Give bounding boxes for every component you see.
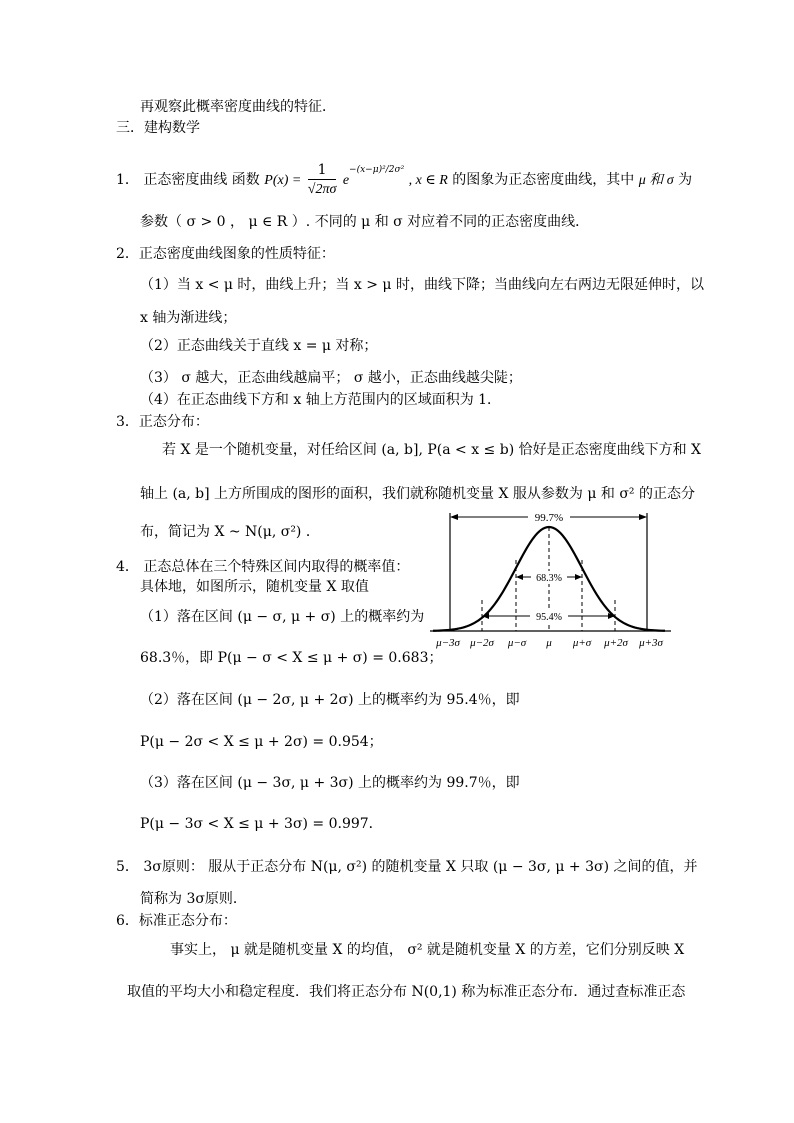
text-line-5: 2．正态密度曲线图象的性质特征： <box>116 246 335 262</box>
text-line-11: 3．正态分布： <box>116 414 209 430</box>
text-line-20: P(μ − 2σ < X ≤ μ + 2σ) = 0.954； <box>140 734 383 750</box>
text-line-26: 事实上， μ 就是随机变量 X 的均值， σ² 就是随机变量 X 的方差，它们分别反映 X <box>170 942 685 958</box>
formula-base: e <box>342 173 350 188</box>
formula-tail: , x ∈ R <box>408 173 448 188</box>
formula-intro: 1． 正态密度曲线 函数 <box>116 172 260 188</box>
text-line-16: 具体地，如图所示，随机变量 X 取值 <box>140 579 369 595</box>
formula-exponent: −(x−μ)²/2σ² <box>349 165 405 175</box>
tick-p3: μ+3σ <box>639 637 663 649</box>
text-line-4: 参数（ σ > 0 ， μ ∈ R ）. 不同的 μ 和 σ 对应着不同的正态密度曲线． <box>140 214 590 230</box>
tick-p2: μ+2σ <box>604 637 628 649</box>
text-line-17: （1）落在区间 (μ − σ, μ + σ) 上的概率约为 <box>140 609 425 625</box>
label-683: 68.3% <box>536 573 562 584</box>
arrowhead-997-right <box>639 514 647 520</box>
formula-line <box>116 160 692 200</box>
text-line-24: 简称为 3σ原则． <box>140 891 247 907</box>
arrowhead-997-left <box>450 514 458 520</box>
formula-denominator: √2πσ <box>307 181 337 197</box>
text-line-10: （4）在正态曲线下方和 x 轴上方范围内的区域面积为 1． <box>140 392 502 408</box>
formula-numerator: 1 <box>308 161 337 180</box>
formula-lhs: P(x) = <box>264 173 302 188</box>
text-line-18: 68.3％，即 P(μ − σ < X ≤ μ + σ) = 0.683； <box>140 650 443 666</box>
text-line-15: 4． 正态总体在三个特殊区间内取得的概率值： <box>116 559 410 575</box>
text-line-25: 6．标准正态分布： <box>116 913 237 929</box>
text-line-27: 取值的平均大小和稳定程度．我们将正态分布 N(0,1) 称为标准正态分布．通过查标准正态 <box>127 984 686 1000</box>
tick-m3: μ−3σ <box>436 637 460 649</box>
text-line-7: x 轴为渐进线； <box>140 310 237 326</box>
text-line-1: 再观察此概率密度曲线的特征． <box>140 99 336 115</box>
text-line-14: 布，简记为 X ~ N(μ, σ²) ． <box>140 524 320 540</box>
label-997: 99.7% <box>534 512 564 524</box>
normal-curve-figure <box>428 505 673 655</box>
tick-m2: μ−2σ <box>470 637 494 649</box>
formula-mu-sigma: μ 和 σ <box>638 173 674 188</box>
formula-fraction <box>308 161 337 200</box>
tick-mu: μ <box>546 637 552 649</box>
text-line-12: 若 X 是一个随机变量，对任给区间 (a, b], P(a < x ≤ b) 恰好是正态密度曲线下方和 X <box>162 442 702 458</box>
formula-end: 为 <box>678 172 693 188</box>
arrowhead-683-left <box>516 574 523 580</box>
arrowhead-683-right <box>575 574 582 580</box>
text-line-21: （3）落在区间 (μ − 3σ, μ + 3σ) 上的概率约为 99.7％，即 <box>140 775 520 791</box>
tick-m1: μ−σ <box>507 637 527 649</box>
text-line-23: 5． 3σ原则： 服从于正态分布 N(μ, σ²) 的随机变量 X 只取 (μ − 3σ, μ + 3σ) 之间的值，并 <box>116 859 698 875</box>
formula-desc: 的图象为正态密度曲线，其中 <box>452 172 635 188</box>
text-line-8: （2）正态曲线关于直线 x = μ 对称； <box>140 338 378 354</box>
tick-p1: μ+σ <box>572 637 592 649</box>
label-954: 95.4% <box>536 612 562 623</box>
text-line-13: 轴上 (a, b] 上方所围成的图形的面积，我们就称随机变量 X 服从参数为 μ 和 σ² 的正态分 <box>140 486 695 502</box>
section-heading: 三．建构数学 <box>116 120 200 136</box>
text-line-6: （1）当 x < μ 时，曲线上升；当 x > μ 时，曲线下降；当曲线向左右两边无限延伸时，以 <box>140 277 704 293</box>
text-line-22: P(μ − 3σ < X ≤ μ + 3σ) = 0.997． <box>140 816 383 832</box>
text-line-19: （2）落在区间 (μ − 2σ, μ + 2σ) 上的概率约为 95.4％，即 <box>140 692 520 708</box>
text-line-9: （3） σ 越大，正态曲线越扁平； σ 越小，正态曲线越尖陡； <box>140 370 522 386</box>
